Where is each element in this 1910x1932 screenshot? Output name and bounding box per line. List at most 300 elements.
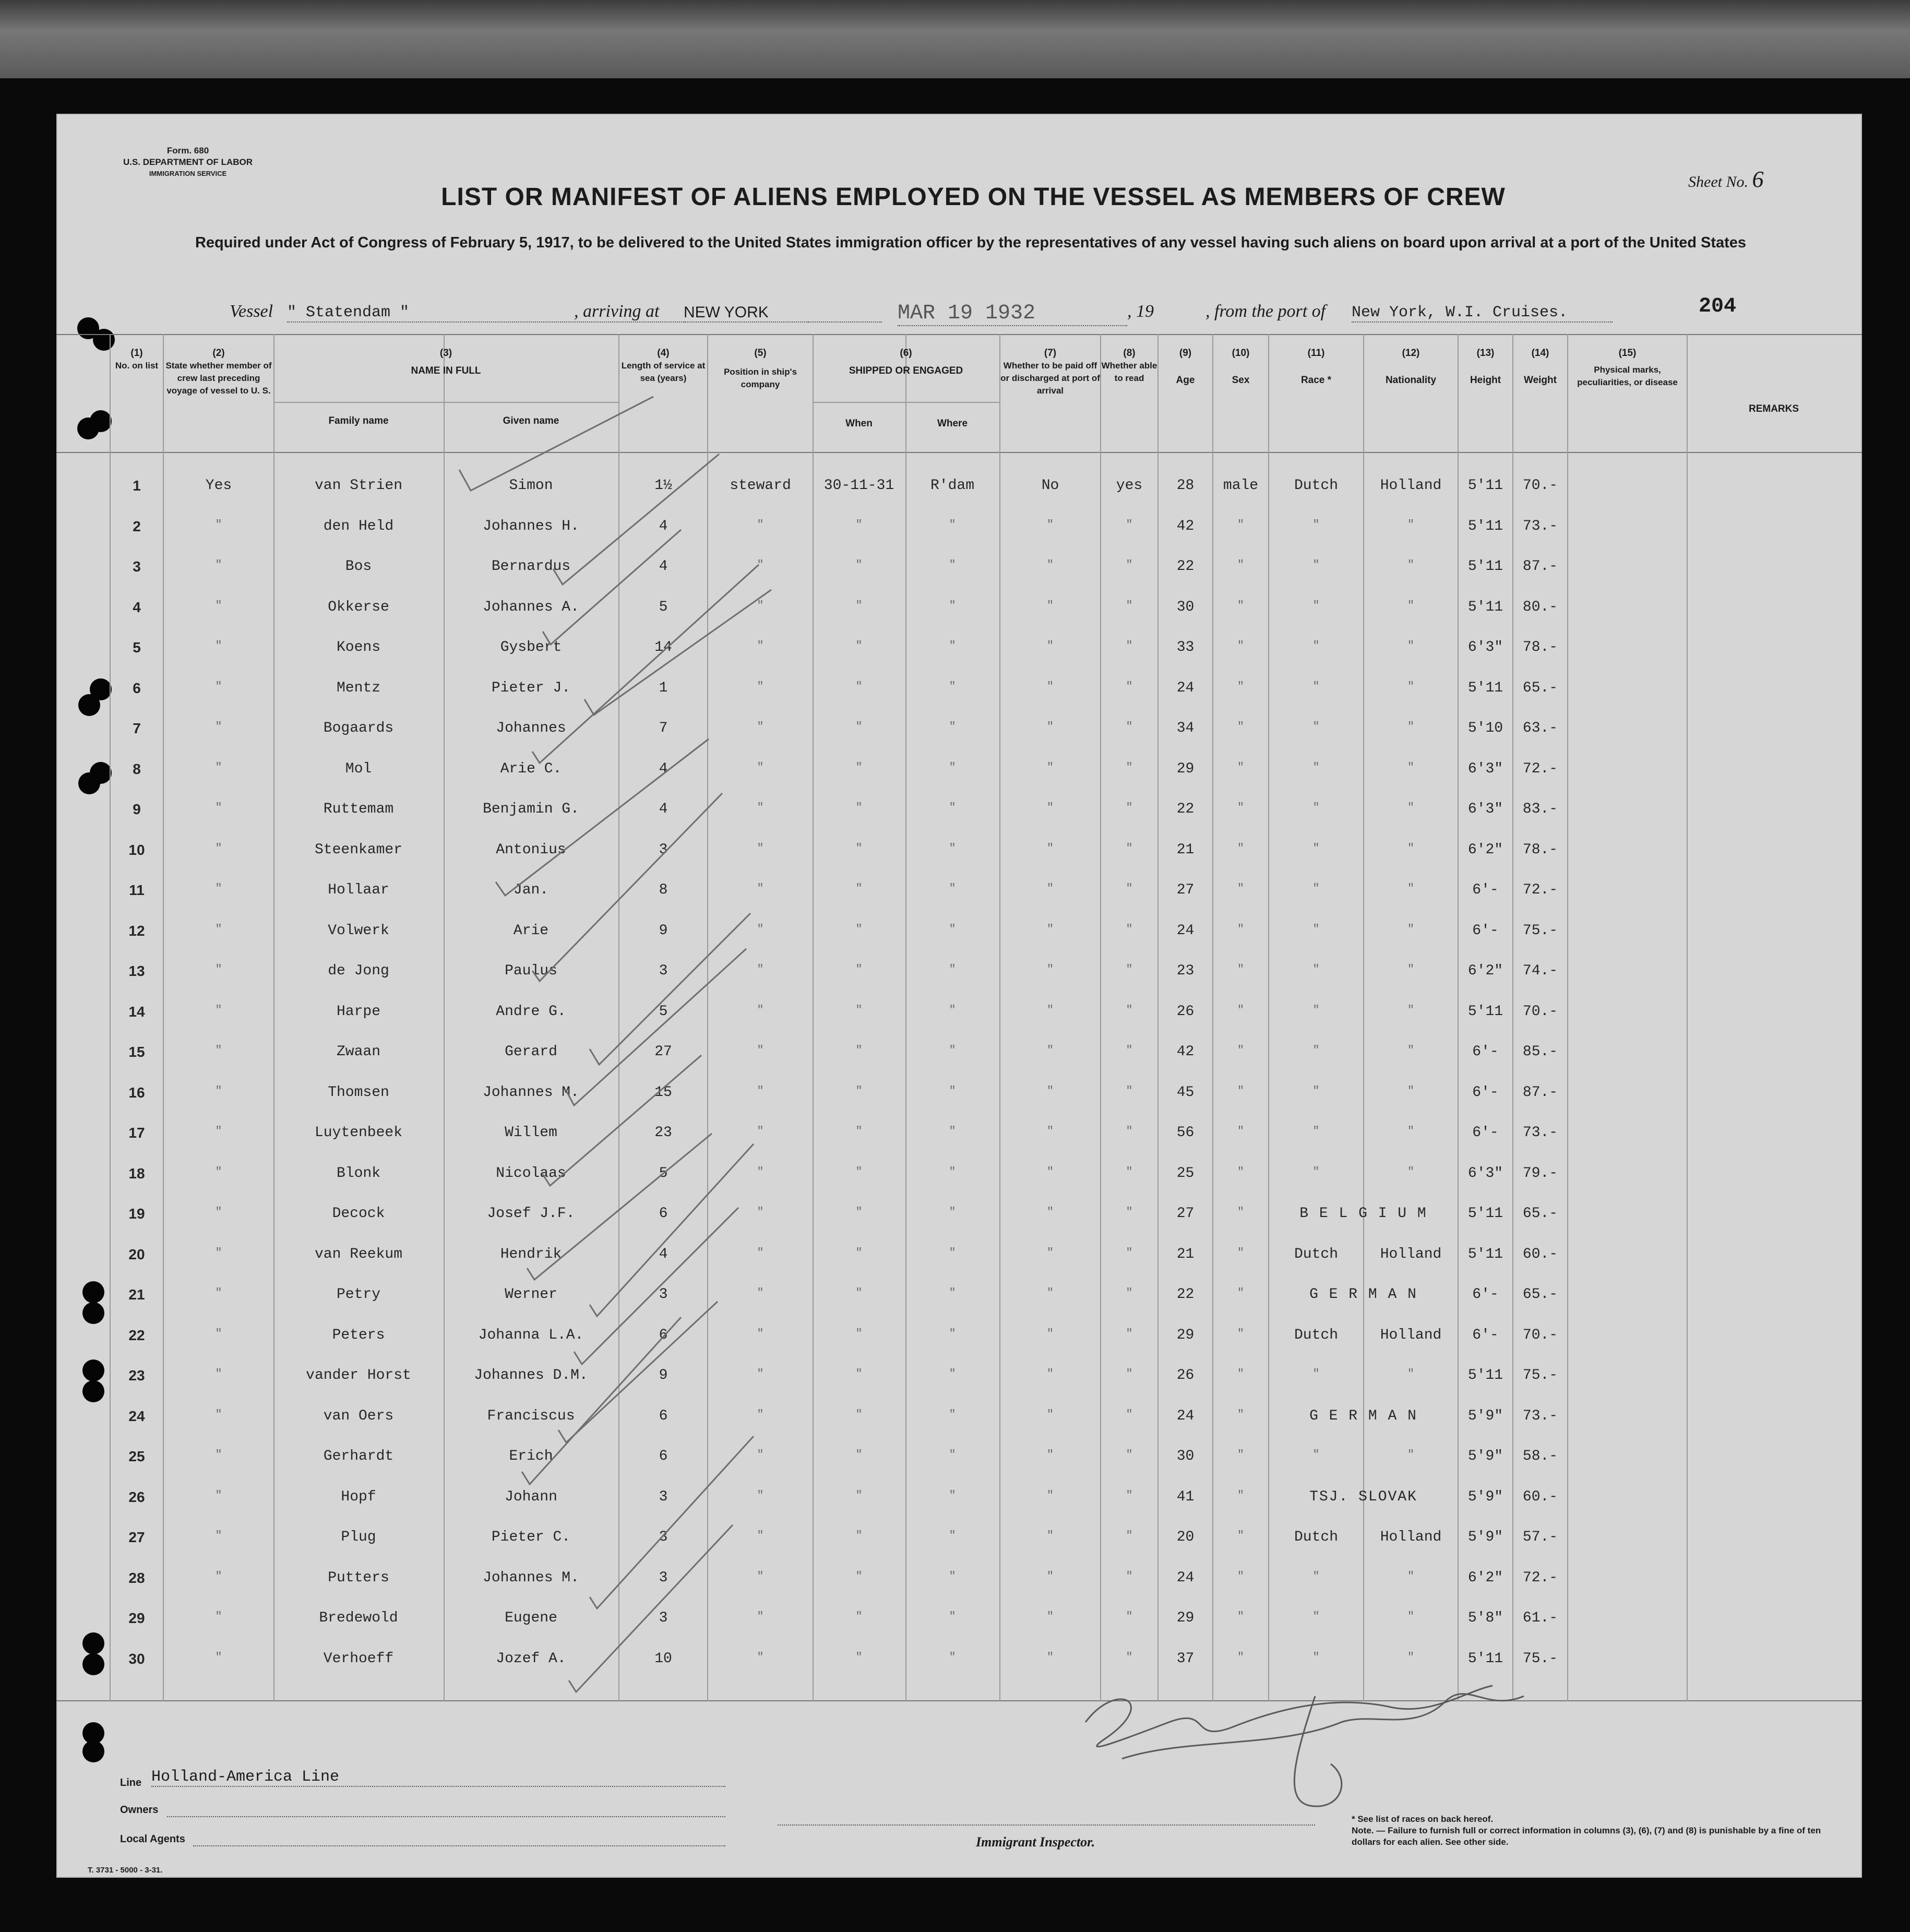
years-at-sea: 1½ [654, 478, 672, 494]
previous-voyage: Yes [205, 478, 232, 494]
height: 6'- [1472, 922, 1499, 939]
nationality: Holland [1380, 1327, 1442, 1343]
sex: " [1237, 1206, 1245, 1219]
age: 30 [1176, 599, 1195, 615]
shipped-where: " [949, 679, 956, 693]
owners-field [167, 1815, 725, 1817]
height: 6'3" [1467, 639, 1503, 655]
shipped-when: " [855, 1125, 863, 1138]
sex: " [1237, 558, 1245, 571]
years-at-sea: 27 [654, 1044, 672, 1060]
race: " [1312, 1044, 1320, 1057]
years-at-sea: 15 [654, 1084, 672, 1101]
shipped-when: " [855, 1286, 863, 1299]
able-to-read: " [1126, 1165, 1133, 1178]
height: 6'2" [1467, 1569, 1503, 1586]
col13-number: (13) [1476, 348, 1495, 359]
race: " [1312, 882, 1320, 895]
age: 41 [1176, 1488, 1195, 1505]
race: " [1312, 1084, 1320, 1098]
sex: " [1237, 1286, 1245, 1299]
check-mark [532, 793, 722, 981]
sex: " [1237, 1327, 1245, 1340]
row-number: 21 [128, 1286, 145, 1303]
race: Dutch [1294, 478, 1338, 494]
position: " [757, 801, 764, 814]
height: 6'- [1472, 882, 1499, 898]
sex: " [1237, 882, 1245, 895]
weight: 80.- [1522, 599, 1558, 615]
able-to-read: " [1126, 1488, 1133, 1502]
shipped-where: " [949, 1206, 956, 1219]
family-name: van Reekum [314, 1246, 403, 1262]
family-name: Peters [332, 1327, 385, 1343]
able-to-read: " [1126, 1003, 1133, 1017]
age: 24 [1176, 1569, 1195, 1586]
age: 25 [1176, 1165, 1195, 1182]
race: " [1312, 639, 1320, 652]
when-header: When [845, 418, 873, 429]
race: G E R M A N [1309, 1408, 1417, 1424]
sex: " [1237, 1367, 1245, 1380]
weight: 60.- [1522, 1488, 1558, 1505]
years-at-sea: 8 [659, 882, 668, 898]
col5-label: Position in ship's company [723, 367, 797, 389]
previous-voyage: " [215, 1529, 222, 1542]
family-name: Koens [336, 639, 380, 655]
shipped-when: " [855, 922, 863, 936]
given-name: Johannes M. [483, 1569, 579, 1586]
previous-voyage: " [215, 1165, 222, 1178]
previous-voyage: " [215, 841, 222, 855]
height: 5'9" [1467, 1488, 1503, 1505]
shipped-when: " [855, 963, 863, 976]
position: " [757, 922, 764, 936]
position: " [757, 518, 764, 531]
race-footnote: * See list of races on back hereof. [1352, 1814, 1494, 1824]
able-to-read: " [1126, 1448, 1133, 1461]
previous-voyage: " [215, 801, 222, 814]
position: " [757, 1165, 764, 1178]
sex: " [1237, 1408, 1245, 1421]
years-at-sea: 9 [659, 922, 668, 939]
years-at-sea: 3 [659, 1286, 668, 1303]
age: 27 [1176, 882, 1195, 898]
shipped-where: " [949, 1246, 956, 1259]
years-at-sea: 9 [659, 1367, 668, 1384]
col4-number: (4) [657, 348, 670, 359]
age: 29 [1176, 1327, 1195, 1343]
paid-off: " [1046, 679, 1054, 693]
col7-label: Whether to be paid off or discharged at port of arrival [1000, 361, 1100, 396]
shipped-where: " [949, 963, 956, 976]
col8-number: (8) [1123, 348, 1136, 359]
years-at-sea: 5 [659, 1165, 668, 1182]
age: 42 [1176, 1044, 1195, 1060]
able-to-read: " [1126, 1246, 1133, 1259]
paid-off: " [1046, 1529, 1054, 1542]
col10-number: (10) [1232, 348, 1250, 359]
position: " [757, 1327, 764, 1340]
shipped-where: " [949, 518, 956, 531]
family-name: Plug [341, 1529, 376, 1545]
previous-voyage: " [215, 639, 222, 652]
paid-off: " [1046, 1448, 1054, 1461]
height: 5'9" [1467, 1529, 1503, 1545]
shipped-when: 30-11-31 [823, 478, 894, 494]
able-to-read: " [1126, 1610, 1133, 1623]
check-mark [590, 1144, 754, 1316]
weight: 75.- [1522, 1367, 1558, 1384]
sex: " [1237, 963, 1245, 976]
able-to-read: " [1126, 1569, 1133, 1583]
paid-off: " [1046, 1246, 1054, 1259]
shipped-where: " [949, 841, 956, 855]
print-code: T. 3731 - 5000 - 3-31. [88, 1866, 163, 1875]
years-at-sea: 4 [659, 518, 668, 534]
paid-off: " [1046, 1286, 1054, 1299]
nationality: " [1407, 760, 1415, 774]
line-name: Holland-America Line [151, 1768, 725, 1787]
weight: 65.- [1522, 1286, 1558, 1303]
row-number: 23 [128, 1367, 145, 1384]
able-to-read: " [1126, 720, 1133, 733]
check-mark [527, 1134, 712, 1280]
form-number: Form. 680 [166, 146, 209, 156]
service-name: IMMIGRATION SERVICE [149, 170, 227, 177]
race: " [1312, 841, 1320, 855]
position: " [757, 1650, 764, 1664]
given-name: Werner [505, 1286, 557, 1303]
col10-label: Sex [1232, 375, 1250, 386]
position: " [757, 1610, 764, 1623]
nationality: " [1407, 801, 1415, 814]
height: 6'2" [1467, 963, 1503, 979]
age: 37 [1176, 1650, 1195, 1667]
remarks-header: REMARKS [1748, 403, 1799, 414]
sheet-label: Sheet No. [1688, 173, 1748, 190]
age: 21 [1176, 1246, 1195, 1262]
weight: 74.- [1522, 963, 1558, 979]
row-number: 16 [128, 1084, 145, 1101]
height: 5'9" [1467, 1408, 1503, 1424]
from-port-label: , from the port of [1205, 302, 1326, 321]
shipped-when: " [855, 801, 863, 814]
family-name: Volwerk [328, 922, 389, 939]
weight: 73.- [1522, 1125, 1558, 1141]
years-at-sea: 7 [659, 720, 668, 736]
age: 24 [1176, 1408, 1195, 1424]
age: 28 [1176, 478, 1195, 494]
nationality: " [1407, 720, 1415, 733]
shipped-when: " [855, 720, 863, 733]
age: 24 [1176, 922, 1195, 939]
previous-voyage: " [215, 1610, 222, 1623]
family-name: Thomsen [328, 1084, 389, 1101]
shipped-where: " [949, 801, 956, 814]
col8-label: Whether able to read [1101, 361, 1157, 383]
line-label: Line [120, 1777, 142, 1788]
given-name: Andre G. [496, 1003, 566, 1020]
position: " [757, 679, 764, 693]
family-name: de Jong [328, 963, 389, 979]
paid-off: " [1046, 760, 1054, 774]
position: " [757, 599, 764, 612]
shipped-when: " [855, 558, 863, 571]
weight: 78.- [1522, 639, 1558, 655]
shipped-when: " [855, 1529, 863, 1542]
age: 42 [1176, 518, 1195, 534]
previous-voyage: " [215, 1408, 222, 1421]
weight: 63.- [1522, 720, 1558, 736]
years-at-sea: 5 [659, 599, 668, 615]
nationality: " [1407, 639, 1415, 652]
shipped-when: " [855, 1044, 863, 1057]
shipped-where: " [949, 1327, 956, 1340]
col11-label: Race * [1300, 375, 1332, 386]
nationality: " [1407, 599, 1415, 612]
arrival-port: NEW YORK [684, 304, 882, 323]
sex: " [1237, 1529, 1245, 1542]
previous-voyage: " [215, 1044, 222, 1057]
race: " [1312, 1448, 1320, 1461]
position: " [757, 1286, 764, 1299]
weight: 87.- [1522, 1084, 1558, 1101]
row-number: 1 [133, 478, 141, 494]
height: 6'3" [1467, 1165, 1503, 1182]
local-agents-label: Local Agents [120, 1833, 185, 1845]
document-subtitle: Required under Act of Congress of February 5, 1917, to be delivered to the United States immigration officer by the representatives of any vessel having such aliens on board upon arrival at a port of the United States [195, 234, 1747, 251]
able-to-read: " [1126, 922, 1133, 936]
shipped-where: " [949, 1165, 956, 1178]
years-at-sea: 6 [659, 1448, 668, 1464]
height: 5'11 [1467, 1246, 1503, 1262]
paid-off: " [1046, 639, 1054, 652]
age: 22 [1176, 558, 1195, 575]
nationality: Holland [1380, 1529, 1442, 1545]
position: " [757, 639, 764, 652]
able-to-read: " [1126, 679, 1133, 693]
race: " [1312, 1125, 1320, 1138]
previous-voyage: " [215, 1246, 222, 1259]
age: 30 [1176, 1448, 1195, 1464]
years-at-sea: 6 [659, 1327, 668, 1343]
given-name: Franciscus [487, 1408, 575, 1424]
shipped-when: " [855, 1448, 863, 1461]
sex: " [1237, 922, 1245, 936]
row-number: 12 [128, 922, 145, 939]
age: 23 [1176, 963, 1195, 979]
sex: " [1237, 639, 1245, 652]
given-name: Nicolaas [496, 1165, 566, 1182]
family-name: vander Horst [306, 1367, 411, 1384]
race: " [1312, 1165, 1320, 1178]
stamp-number: 204 [1699, 295, 1737, 318]
family-name: den Held [323, 518, 394, 534]
given-name: Benjamin G. [483, 801, 579, 817]
previous-voyage: " [215, 558, 222, 571]
check-mark [522, 1317, 681, 1484]
from-port: New York, W.I. Cruises. [1352, 304, 1613, 323]
height: 6'- [1472, 1084, 1499, 1101]
given-name: Johannes H. [483, 518, 579, 534]
row-number: 13 [128, 963, 145, 979]
able-to-read: " [1126, 1529, 1133, 1542]
years-at-sea: 1 [659, 679, 668, 696]
given-name: Jan. [513, 882, 549, 898]
row-number: 11 [129, 882, 145, 898]
given-name: Johannes A. [483, 599, 579, 615]
height: 5'11 [1467, 1003, 1503, 1020]
shipped-when: " [855, 760, 863, 774]
sex: " [1237, 599, 1245, 612]
paid-off: " [1046, 882, 1054, 895]
arrival-date: MAR 19 1932 [898, 302, 1127, 326]
able-to-read: " [1126, 963, 1133, 976]
shipped-where: " [949, 639, 956, 652]
row-number: 28 [128, 1569, 145, 1586]
check-mark [553, 454, 719, 585]
row-number: 14 [128, 1003, 145, 1020]
shipped-where: " [949, 882, 956, 895]
given-name: Bernardus [491, 558, 571, 575]
height: 5'11 [1467, 679, 1503, 696]
row-number: 17 [128, 1125, 145, 1141]
check-mark [590, 913, 750, 1065]
weight: 85.- [1522, 1044, 1558, 1060]
nationality: " [1407, 518, 1415, 531]
years-at-sea: 4 [659, 1246, 668, 1262]
given-name: Eugene [505, 1610, 557, 1626]
height: 5'11 [1467, 1367, 1503, 1384]
years-at-sea: 3 [659, 963, 668, 979]
previous-voyage: " [215, 679, 222, 693]
nationality: " [1407, 679, 1415, 693]
position: " [757, 720, 764, 733]
age: 22 [1176, 801, 1195, 817]
col1-number: (1) [130, 348, 143, 359]
years-at-sea: 3 [659, 1529, 668, 1545]
col3-number: (3) [439, 348, 452, 359]
inspector-label: Immigrant Inspector. [976, 1834, 1095, 1850]
shipped-when: " [855, 1084, 863, 1098]
height: 5'11 [1467, 518, 1503, 534]
family-name: Blonk [336, 1165, 380, 1182]
able-to-read: " [1126, 518, 1133, 531]
shipped-where: " [949, 760, 956, 774]
family-name: Mentz [336, 679, 380, 696]
sheet-number: 6 [1752, 166, 1764, 192]
row-number: 6 [133, 679, 141, 696]
able-to-read: " [1126, 599, 1133, 612]
race: " [1312, 558, 1320, 571]
position: " [757, 1408, 764, 1421]
sex: " [1237, 679, 1245, 693]
paid-off: " [1046, 1367, 1054, 1380]
row-number: 30 [128, 1650, 145, 1667]
race: " [1312, 1367, 1320, 1380]
years-at-sea: 5 [659, 1003, 668, 1020]
previous-voyage: " [215, 1084, 222, 1098]
position: " [757, 841, 764, 855]
row-number: 29 [128, 1610, 145, 1626]
inspector-signature [1085, 1686, 1524, 1806]
years-at-sea: 6 [659, 1206, 668, 1222]
paid-off: " [1046, 599, 1054, 612]
shipped-where: " [949, 1610, 956, 1623]
height: 5'10 [1467, 720, 1503, 736]
paid-off: " [1046, 1206, 1054, 1219]
shipped-when: " [855, 1246, 863, 1259]
col14-label: Weight [1524, 375, 1557, 386]
race: TSJ. SLOVAK [1309, 1488, 1417, 1505]
position: " [757, 558, 764, 571]
able-to-read: " [1126, 1367, 1133, 1380]
given-name: Johannes [496, 720, 566, 736]
family-name: Decock [332, 1206, 385, 1222]
shipped-where: " [949, 1408, 956, 1421]
vessel-name: " Statendam " [287, 304, 809, 323]
age: 26 [1176, 1003, 1195, 1020]
row-number: 18 [128, 1165, 145, 1182]
col6-number: (6) [900, 348, 912, 359]
race: " [1312, 518, 1320, 531]
able-to-read: " [1126, 801, 1133, 814]
years-at-sea: 6 [659, 1408, 668, 1424]
shipped-where: " [949, 558, 956, 571]
row-number: 24 [128, 1408, 145, 1424]
year-label: , 19 [1127, 302, 1154, 321]
able-to-read: " [1126, 1408, 1133, 1421]
col14-number: (14) [1531, 348, 1549, 359]
row-number: 15 [128, 1044, 145, 1060]
able-to-read: " [1126, 1327, 1133, 1340]
given-name: Antonius [496, 841, 566, 858]
weight: 70.- [1522, 478, 1558, 494]
given-name: Josef J.F. [487, 1206, 575, 1222]
arriving-label: , arriving at [574, 302, 660, 321]
family-name: Verhoeff [323, 1650, 394, 1667]
owners-label: Owners [120, 1804, 159, 1816]
nationality: " [1407, 1610, 1415, 1623]
check-mark [532, 565, 759, 763]
vessel-label: Vessel [230, 302, 273, 321]
given-name: Pieter J. [491, 679, 571, 696]
shipped-when: " [855, 1569, 863, 1583]
weight: 87.- [1522, 558, 1558, 575]
position: " [757, 760, 764, 774]
race: " [1312, 922, 1320, 936]
local-agents-field [193, 1844, 725, 1846]
paid-off: " [1046, 1084, 1054, 1098]
years-at-sea: 23 [654, 1125, 672, 1141]
given-name: Johannes D.M. [474, 1367, 588, 1384]
height: 6'- [1472, 1044, 1499, 1060]
paid-off: " [1046, 720, 1054, 733]
weight: 70.- [1522, 1003, 1558, 1020]
col2-label: State whether member of crew last preceding voyage of vessel to U. S. [165, 361, 272, 396]
sex: " [1237, 518, 1245, 531]
shipped-when: " [855, 882, 863, 895]
nationality: " [1407, 1650, 1415, 1664]
weight: 72.- [1522, 882, 1558, 898]
nationality: " [1407, 1003, 1415, 1017]
height: 6'3" [1467, 760, 1503, 777]
height: 5'11 [1467, 1206, 1503, 1222]
given-name: Paulus [505, 963, 557, 979]
col13-label: Height [1470, 375, 1501, 386]
shipped-when: " [855, 679, 863, 693]
